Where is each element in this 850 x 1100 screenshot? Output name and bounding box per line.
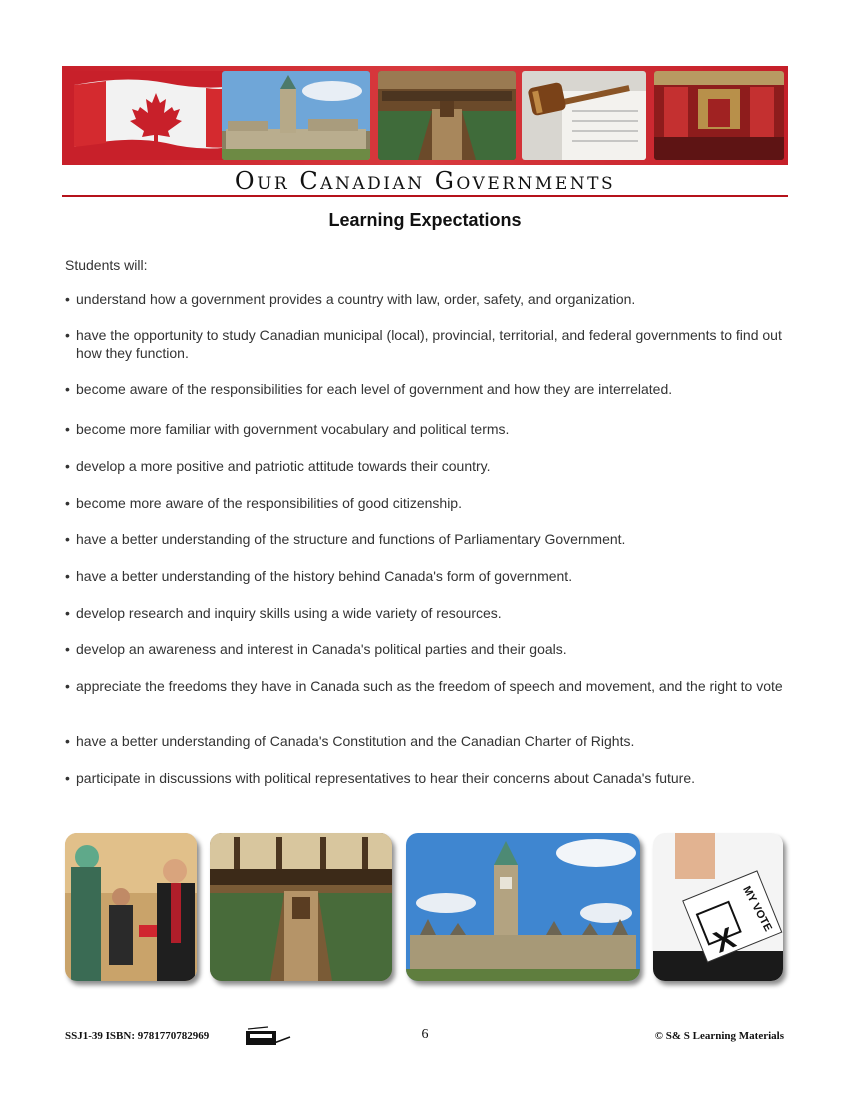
bullet: • [65,568,70,584]
list-item: • have the opportunity to study Canadian municipal (local), provincial, territorial, and federal governments to find out how they function. [65,327,782,361]
footer-code: SSJ1-39 ISBN: 9781770782969 [65,1030,210,1042]
bullet: • [65,770,70,786]
list-item: • develop an awareness and interest in Canada's political parties and their goals. [65,641,567,657]
footer-copyright: © S& S Learning Materials [654,1030,784,1042]
list-item: • understand how a government provides a country with law, order, safety, and organization. [65,291,636,307]
ballot-box-photo [653,833,783,981]
bullet: • [65,678,70,694]
list-item: • become aware of the responsibilities for each level of government and how they are interrelated. [65,381,673,397]
intro-text: Students will: [65,257,148,273]
bullet: • [65,421,70,437]
ballot-mark: X [709,921,741,960]
bullet: • [65,733,70,749]
house-of-commons-photo [210,833,392,981]
senate-chamber-image [654,71,784,160]
list-item: • have a better understanding of the structure and functions of Parliamentary Government. [65,531,626,547]
list-item: • participate in discussions with political representatives to hear their concerns about Canada's future. [65,770,696,786]
canadian-flag-image [66,71,246,160]
page-number: 6 [421,1027,429,1042]
list-item: • develop a more positive and patriotic attitude towards their country. [65,458,491,474]
citizenship-ceremony-photo [65,833,197,981]
section-heading: Learning Expectations [328,210,522,230]
list-item: • have a better understanding of the history behind Canada's form of government. [65,568,573,584]
list-item: • become more aware of the responsibilities of good citizenship. [65,495,462,511]
list-item: • appreciate the freedoms they have in Canada such as the freedom of speech and movement, and the right to vote [65,678,783,694]
bullet: • [65,605,70,621]
parliament-hill-image [222,71,370,160]
bullet: • [65,327,70,343]
page-title: Our Canadian Governments [234,167,616,195]
bullet: • [65,458,70,474]
list-item: • become more familiar with government vocabulary and political terms. [65,421,510,437]
gavel-document-image [522,71,646,160]
header-banner [62,66,788,165]
list-item: • have a better understanding of Canada's Constitution and the Canadian Charter of Rights. [65,733,635,749]
bullet: • [65,495,70,511]
bullet: • [65,291,70,307]
parliament-centre-block-photo [406,833,640,981]
ballot-text: MY VOTE [740,884,774,934]
bullet: • [65,381,70,397]
bullet: • [65,641,70,657]
list-item: • develop research and inquiry skills using a wide variety of resources. [65,605,502,621]
house-of-commons-image [378,71,516,160]
page-title-bar [62,165,788,197]
bullet: • [65,531,70,547]
